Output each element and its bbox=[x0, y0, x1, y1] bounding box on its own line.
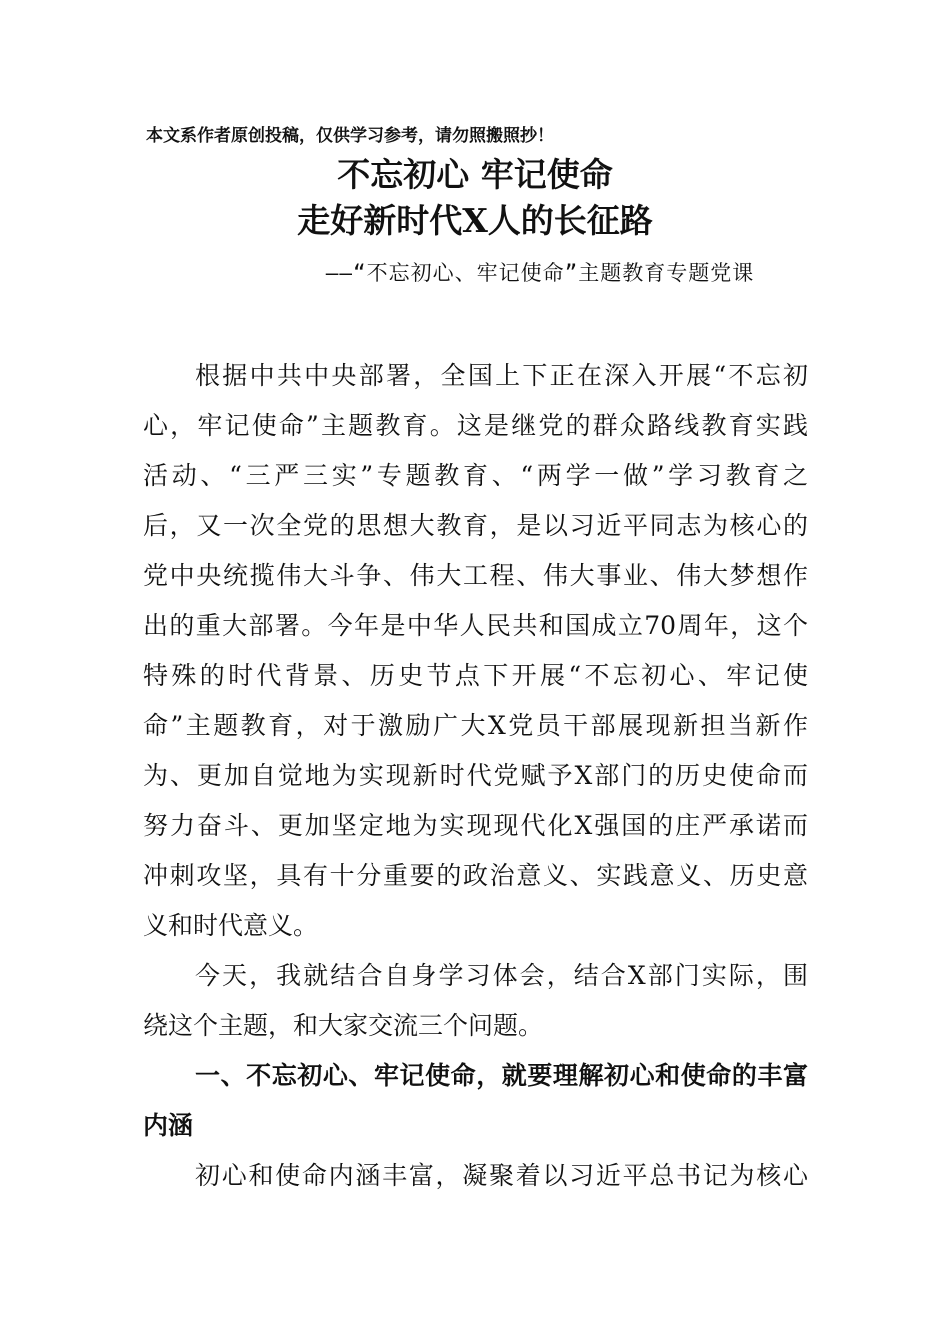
paragraph-3-line: 初心和使命内涵丰富，凝聚着以习近平总书记为核心 bbox=[195, 1161, 808, 1190]
paragraph-2-line: 今天，我就结合自身学习体会，结合X部门实际，围 bbox=[195, 961, 808, 990]
section-heading-1-cont: 内涵 bbox=[143, 1111, 194, 1140]
copyright-notice: 本文系作者原创投稿，仅供学习参考，请勿照搬照抄！ bbox=[146, 126, 554, 146]
paragraph-1-line: 为、更加自觉地为实现新时代党赋予X部门的历史使命而 bbox=[143, 761, 808, 790]
section-heading-1: 一、不忘初心、牢记使命，就要理解初心和使命的丰富 bbox=[195, 1061, 808, 1090]
main-title-line-2: 走好新时代X人的长征路 bbox=[297, 201, 653, 240]
paragraph-1-line: 冲刺攻坚，具有十分重要的政治意义、实践意义、历史意 bbox=[143, 861, 808, 890]
paragraph-1-line: 特殊的时代背景、历史节点下开展“不忘初心、牢记使 bbox=[143, 661, 808, 690]
paragraph-1-line: 根据中共中央部署，全国上下正在深入开展“不忘初 bbox=[195, 361, 808, 390]
paragraph-1-line: 心，牢记使命”主题教育。这是继党的群众路线教育实践 bbox=[143, 411, 808, 440]
paragraph-1-line: 出的重大部署。今年是中华人民共和国成立70周年，这个 bbox=[143, 611, 808, 640]
paragraph-1-line: 党中央统揽伟大斗争、伟大工程、伟大事业、伟大梦想作 bbox=[143, 561, 808, 590]
paragraph-1-line: 义和时代意义。 bbox=[143, 911, 319, 940]
main-title-line-1: 不忘初心 牢记使命 bbox=[337, 155, 613, 194]
subtitle: ——“不忘初心、牢记使命”主题教育专题党课 bbox=[325, 261, 755, 285]
paragraph-1-line: 命”主题教育，对于激励广大X党员干部展现新担当新作 bbox=[143, 711, 808, 740]
paragraph-1-line: 努力奋斗、更加坚定地为实现现代化X强国的庄严承诺而 bbox=[143, 811, 808, 840]
paragraph-1-line: 活动、“三严三实”专题教育、“两学一做”学习教育之 bbox=[143, 461, 808, 490]
paragraph-1-line: 后，又一次全党的思想大教育，是以习近平同志为核心的 bbox=[143, 511, 808, 540]
paragraph-2-line: 绕这个主题，和大家交流三个问题。 bbox=[143, 1011, 544, 1040]
